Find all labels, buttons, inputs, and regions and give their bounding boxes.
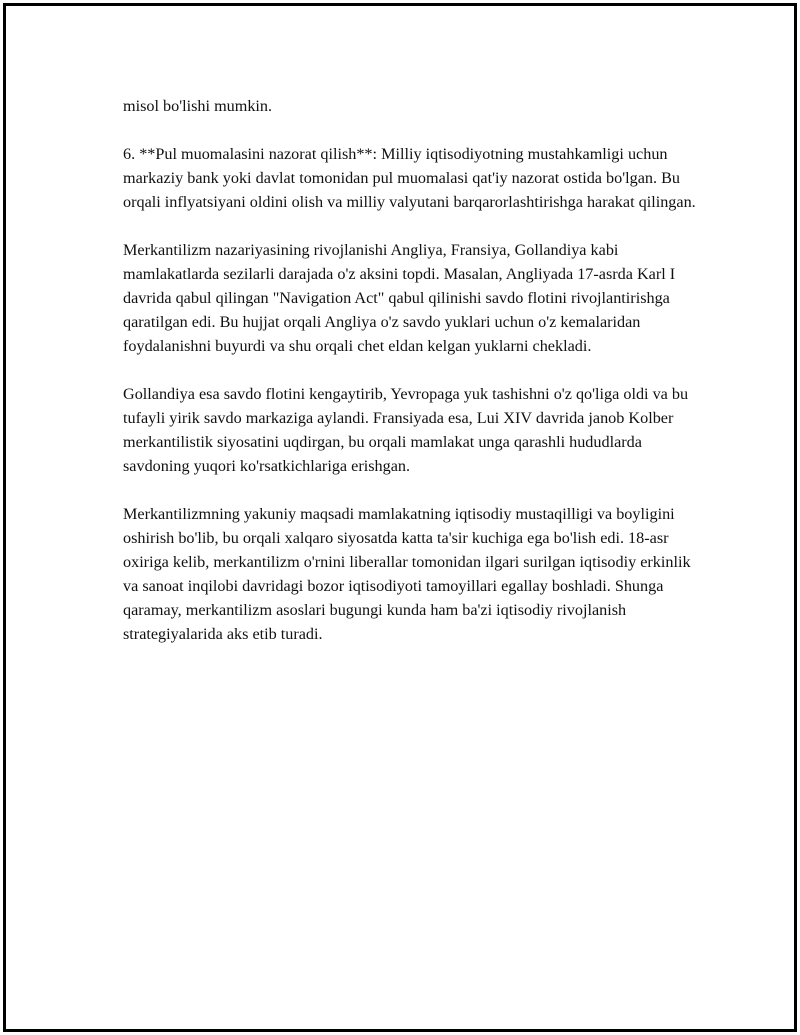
paragraph-conclusion: Merkantilizmning yakuniy maqsadi mamlakatning iqtisodiy mustaqilligi va boyligini oshirish bo'lib, bu orqali xalqaro siyosatda katta ta'sir kuchiga ega bo'lish edi. 18-asr oxiriga kelib, merkantilizm o'rnini liberallar tomonidan ilgari surilgan iqtisodiy erkinlik va sanoat inqilobi davridagi bozor iqtisodiyoti tamoyillari egallay boshladi. Shunga qaramay, merkantilizm asoslari bugungi kunda ham ba'zi iqtisodiy rivojlanish strategiyalarida aks etib turadi. (123, 505, 691, 643)
document-body (123, 94, 708, 646)
paragraph-money-control: 6. **Pul muomalasini nazorat qilish**: Milliy iqtisodiyotning mustahkamligi uchun markaziy bank yoki davlat tomonidan pul muomalasi qat'iy nazorat ostida bo'lgan. Bu orqali inflyatsiyani oldini olish va milliy valyutani barqarorlashtirishga harakat qilingan. (123, 145, 696, 211)
paragraph-mercantilism-development: Merkantilizm nazariyasining rivojlanishi Angliya, Fransiya, Gollandiya kabi mamlakatlarda sezilarli darajada o'z aksini topdi. Masalan, Angliyada 17-asrda Karl I davrida qabul qilingan "Navigation Act" qabul qilinishi savdo flotini rivojlantirishga qaratilgan edi. Bu hujjat orqali Angliya o'z savdo yuklari uchun o'z kemalaridan foydalanishni buyurdi va shu orqali chet eldan kelgan yuklarni chekladi. (123, 241, 676, 355)
paragraph-netherlands-france: Gollandiya esa savdo flotini kengaytirib, Yevropaga yuk tashishni o'z qo'liga oldi va bu tufayli yirik savdo markaziga aylandi. Fransiyada esa, Lui XIV davrida janob Kolber merkantilistik siyosatini uqdirgan, bu orqali mamlakat unga qarashli hududlarda savdoning yuqori ko'rsatkichlariga erishgan. (123, 385, 689, 475)
page-frame (3, 3, 797, 1032)
paragraph-continuation: misol bo'lishi mumkin. (123, 97, 273, 115)
